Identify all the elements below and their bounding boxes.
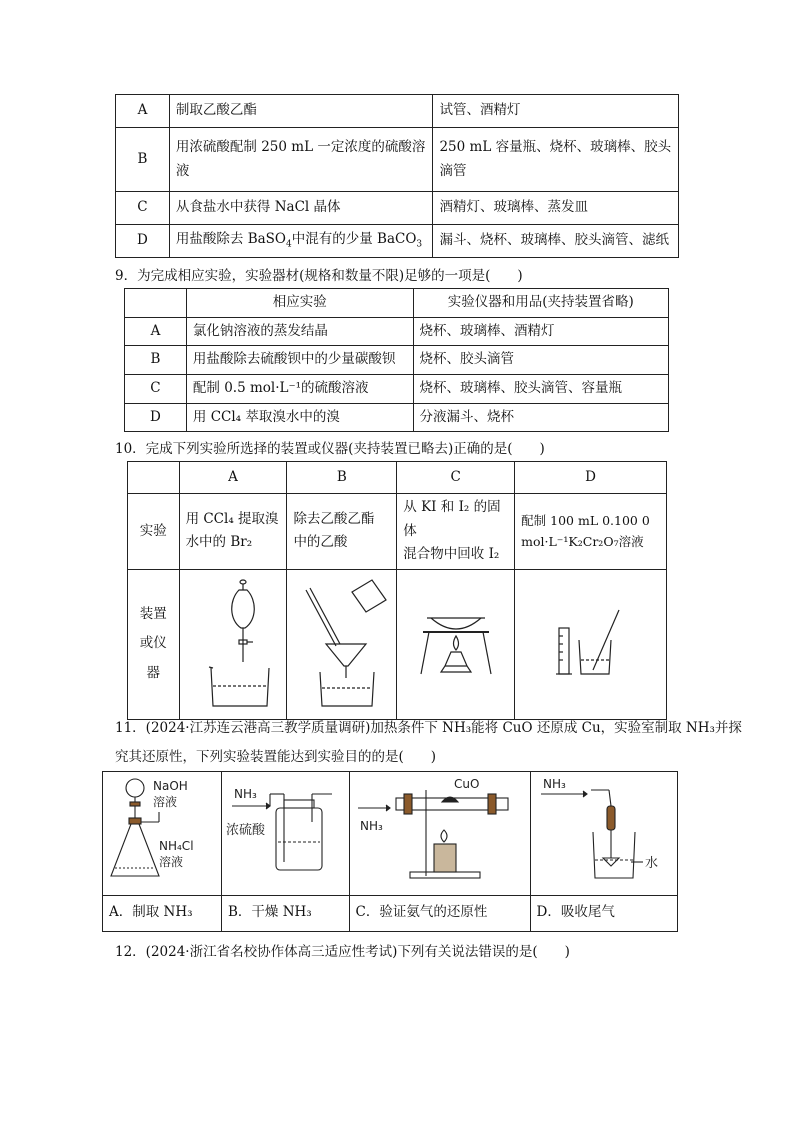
graduated-cylinder-icon [521,570,661,710]
beaker-absorption-icon [531,772,677,886]
table-row [125,374,669,403]
experiment-cell: 配制 100 mL 0.100 0 mol·L⁻¹K₂Cr₂O₇溶液 [515,494,667,570]
question-9-stem: 9．为完成相应实验，实验器材(规格和数量不限)足够的一项是( ) [115,268,523,284]
experiment-cell: 除去乙酸乙酯 中的乙酸 [287,494,397,570]
table-row [125,403,669,432]
apparatus-figure-a [179,569,287,719]
separatory-funnel-icon [183,570,283,710]
option-letter: A [125,317,187,346]
h2so4-label: 浓硫酸 [226,823,266,838]
option-letter: C [125,374,187,403]
apparatus-cell: 漏斗、烧杯、玻璃棒、胶头滴管、滤纸 [433,225,679,258]
experiment-cell: 用 CCl₄ 萃取溴水中的溴 [186,403,413,432]
column-header: 实验仪器和用品(夹持装置省略) [413,289,669,318]
row-label: 实验 [128,494,180,570]
experiment-cell: 配制 0.5 mol·L⁻¹的硫酸溶液 [186,374,413,403]
apparatus-figure-b [287,569,397,719]
nh3-label-3: NH₃ [542,777,566,791]
figure-b [222,772,350,896]
experiment-cell: 用盐酸除去硫酸钡中的少量碳酸钡 [186,346,413,375]
table-header-row [125,289,669,318]
water-label: 水 [644,856,658,871]
experiment-cell: 用盐酸除去 BaSO$_4$中混有的少量 BaCO$_3$ [169,225,433,258]
apparatus-cell: 分液漏斗、烧杯 [413,403,669,432]
apparatus-cell: 酒精灯、玻璃棒、蒸发皿 [433,192,679,225]
figure-d [530,772,678,896]
figure-row [103,772,678,896]
column-header: D [515,462,667,494]
option-letter: B [125,346,187,375]
experiment-cell: 制取乙酸乙酯 [169,95,433,128]
column-header: B [287,462,397,494]
table-row [116,192,679,225]
option-letter: D [116,225,170,258]
question-12-stem: 12．(2024·浙江省名校协作体高三适应性考试)下列有关说法错误的是( ) [115,944,570,960]
options-row [103,895,678,931]
tube-heating-icon [350,772,530,886]
option-d: D．吸收尾气 [530,895,678,931]
figure-c [349,772,530,896]
apparatus-cell: 试管、酒精灯 [433,95,679,128]
apparatus-cell: 烧杯、玻璃棒、胶头滴管、容量瓶 [413,374,669,403]
apparatus-cell: 烧杯、玻璃棒、酒精灯 [413,317,669,346]
flask-funnel-icon [103,772,221,886]
experiment-cell: 用 CCl₄ 提取溴 水中的 Br₂ [179,494,287,570]
experiment-cell: 用浓硫酸配制 250 mL 一定浓度的硫酸溶液 [169,128,433,192]
table-row [116,225,679,258]
figure-a [103,772,222,896]
nh4cl-label: NH₄Cl [159,839,194,853]
gas-washing-bottle-icon [222,772,348,886]
row-label: 装置 或仪 器 [128,569,180,719]
column-header: C [397,462,515,494]
cuo-label: CuO [453,777,479,791]
question-10-stem: 10．完成下列实验所选择的装置或仪器(夹持装置已略去)正确的是( ) [115,441,545,457]
table-q11 [102,771,678,932]
table-row [125,317,669,346]
solution-label-2: 溶液 [159,855,184,869]
solution-label: 溶液 [153,795,178,809]
table-row [125,346,669,375]
experiment-cell: 氯化钠溶液的蒸发结晶 [186,317,413,346]
nh3-label: NH₃ [234,787,257,801]
table-row [128,494,667,570]
question-11-stem-line2: 究其还原性，下列实验装置能达到实验目的的是( ) [115,749,437,765]
experiment-cell: 从 KI 和 I₂ 的固体 混合物中回收 I₂ [397,494,515,570]
experiment-cell: 从食盐水中获得 NaCl 晶体 [169,192,433,225]
evaporating-dish-icon [401,570,511,710]
table-row [128,569,667,719]
option-c: C．验证氨气的还原性 [349,895,530,931]
apparatus-cell: 250 mL 容量瓶、烧杯、玻璃棒、胶头滴管 [433,128,679,192]
option-letter: D [125,403,187,432]
filtration-funnel-icon [292,570,392,710]
option-b: B．干燥 NH₃ [222,895,350,931]
table-row [116,128,679,192]
nh3-label-2: NH₃ [359,819,383,833]
question-11-stem-line1: 11．(2024·江苏连云港高三教学质量调研)加热条件下 NH₃能将 CuO 还原成 Cu，实验室制取 NH₃并探 [115,720,742,736]
table-row [116,95,679,128]
column-header: A [179,462,287,494]
apparatus-cell: 烧杯、胶头滴管 [413,346,669,375]
table-q9 [124,288,669,432]
option-letter: A [116,95,170,128]
table-q8 [115,94,679,258]
table-q10 [127,461,667,720]
option-letter: B [116,128,170,192]
apparatus-figure-d [515,569,667,719]
column-header: 相应实验 [186,289,413,318]
option-letter: C [116,192,170,225]
option-a: A．制取 NH₃ [103,895,222,931]
table-header-row [128,462,667,494]
apparatus-figure-c [397,569,515,719]
naoh-label: NaOH [153,779,188,793]
